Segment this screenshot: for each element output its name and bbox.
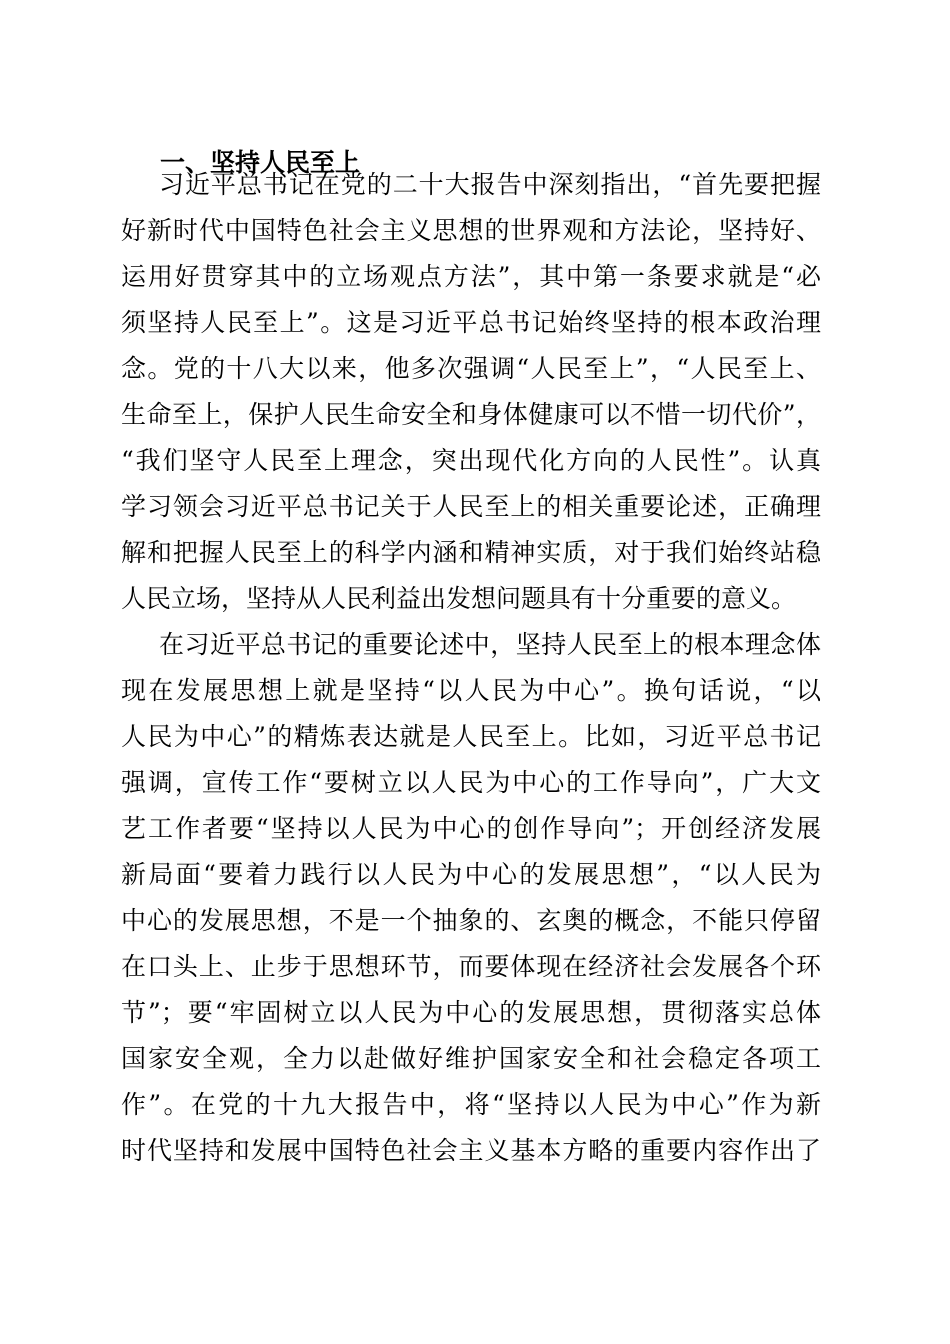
paragraph-line: 艺工作者要“坚持以人民为中心的创作导向”；开创经济发展 [121,814,821,843]
paragraph-line: 念。党的十八大以来，他多次强调“人民至上”，“人民至上、 [121,354,821,383]
paragraph-line: 人民为中心”的精炼表达就是人民至上。比如，习近平总书记 [121,722,821,751]
paragraph-line: 人民立场，坚持从人民利益出发想问题具有十分重要的意义。 [121,584,797,613]
paragraph-line: 强调，宣传工作“要树立以人民为中心的工作导向”，广大文 [121,768,821,797]
paragraph-line: 节”；要“牢固树立以人民为中心的发展思想，贯彻落实总体 [121,998,821,1027]
paragraph-line: “我们坚守人民至上理念，突出现代化方向的人民性”。认真 [121,446,821,475]
paragraph-line: 现在发展思想上就是坚持“以人民为中心”。换句话说，“以 [121,676,821,705]
paragraph-line: 学习领会习近平总书记关于人民至上的相关重要论述，正确理 [121,492,821,521]
paragraph-line: 须坚持人民至上”。这是习近平总书记始终坚持的根本政治理 [121,308,821,337]
paragraph-line: 国家安全观，全力以赴做好维护国家安全和社会稳定各项工 [121,1044,821,1073]
paragraph-line: 新局面“要着力践行以人民为中心的发展思想”，“以人民为 [121,860,821,889]
paragraph-line: 习近平总书记在党的二十大报告中深刻指出，“首先要把握 [159,170,821,199]
paragraph-line: 中心的发展思想，不是一个抽象的、玄奥的概念，不能只停留 [121,906,821,935]
section-heading: 一、坚持人民至上 [160,148,361,177]
paragraph-line: 解和把握人民至上的科学内涵和精神实质，对于我们始终站稳 [121,538,821,567]
paragraph-line: 好新时代中国特色社会主义思想的世界观和方法论，坚持好、 [121,216,821,245]
paragraph-line: 运用好贯穿其中的立场观点方法”，其中第一条要求就是“必 [121,262,821,291]
paragraph-line: 作”。在党的十九大报告中，将“坚持以人民为中心”作为新 [121,1090,821,1119]
paragraph-line: 在口头上、止步于思想环节，而要体现在经济社会发展各个环 [121,952,821,981]
paragraph-line: 在习近平总书记的重要论述中，坚持人民至上的根本理念体 [159,630,821,659]
paragraph-line: 时代坚持和发展中国特色社会主义基本方略的重要内容作出了 [121,1136,821,1165]
paragraph-line: 生命至上，保护人民生命安全和身体健康可以不惜一切代价”， [121,400,821,429]
